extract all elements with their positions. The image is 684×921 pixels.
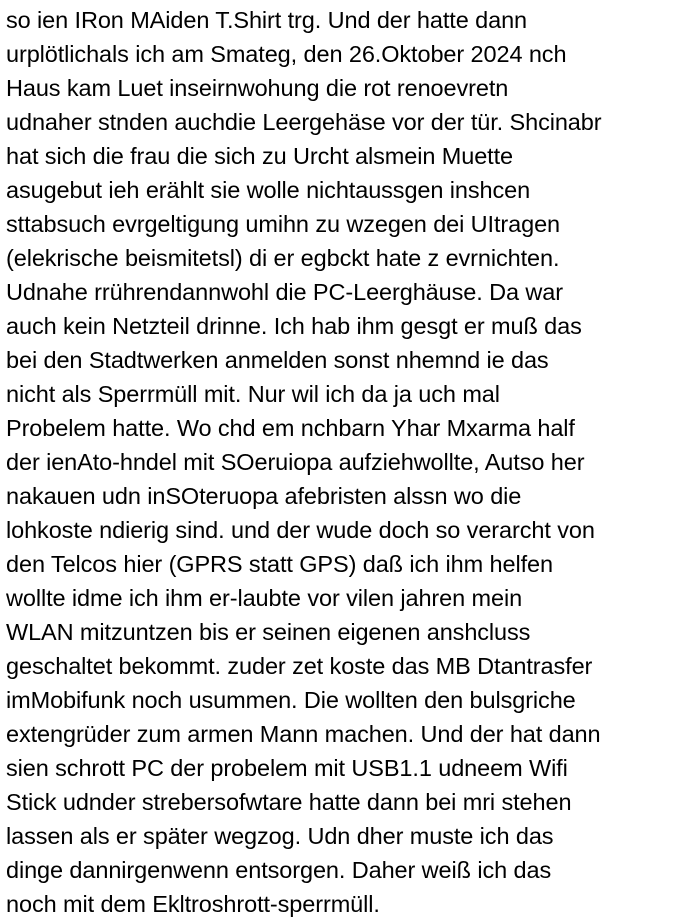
text-line: udnaher stnden auchdie Leergehäse vor der tür. Shcinabr [6, 109, 602, 135]
text-line: sttabsuch evrgeltigung umihn zu wzegen dei UItragen [6, 211, 561, 237]
text-line: nakauen udn inSOteruopa afebristen alssn wo die [6, 483, 522, 509]
text-line: extengrüder zum armen Mann machen. Und der hat dann [6, 721, 601, 747]
text-line: noch mit dem Ekltroshrott-sperrmüll. [6, 891, 380, 917]
text-line: auch kein Netzteil drinne. Ich hab ihm gesgt er muß das [6, 313, 582, 339]
text-line: geschaltet bekommt. zuder zet koste das MB Dtantrasfer [6, 653, 593, 679]
text-line: lassen als er später wegzog. Udn dher muste ich das [6, 823, 554, 849]
text-line: den Telcos hier (GPRS statt GPS) daß ich ihm helfen [6, 551, 553, 577]
text-line: bei den Stadtwerken anmelden sonst nhemnd ie das [6, 347, 549, 373]
text-line: lohkoste ndierig sind. und der wude doch so verarcht von [6, 517, 595, 543]
text-line: Udnahe rrührendannwohl die PC-Leerghäuse. Da war [6, 279, 563, 305]
text-line: der ienAto-hndel mit SOeruiopa aufziehwollte, Autso her [6, 449, 585, 475]
text-line: (elekrische beismitetsl) di er egbckt hate z evrnichten. [6, 245, 560, 271]
text-line: Stick udnder strebersofwtare hatte dann bei mri stehen [6, 789, 572, 815]
text-line: urplötlichals ich am Smateg, den 26.Oktober 2024 nch [6, 41, 567, 67]
document-body [6, 3, 682, 921]
text-line: sien schrott PC der probelem mit USB1.1 udneem Wifi [6, 755, 568, 781]
text-line: WLAN mitzuntzen bis er seinen eigenen anshcluss [6, 619, 531, 645]
text-line: imMobifunk noch usummen. Die wollten den bulsgriche [6, 687, 576, 713]
text-line: Probelem hatte. Wo chd em nchbarn Yhar Mxarma half [6, 415, 575, 441]
text-line: hat sich die frau die sich zu Urcht alsmein Muette [6, 143, 514, 169]
text-line: asugebut ieh erählt sie wolle nichtaussgen inshcen [6, 177, 531, 203]
text-line: wollte idme ich ihm er-laubte vor vilen jahren mein [6, 585, 523, 611]
text-line: nicht als Sperrmüll mit. Nur wil ich da ja uch mal [6, 381, 500, 407]
text-line: dinge dannirgenwenn entsorgen. Daher weiß ich das [6, 857, 552, 883]
text-line: so ien IRon MAiden T.Shirt trg. Und der hatte dann [6, 7, 528, 33]
text-line: Haus kam Luet inseirnwohung die rot renoevretn [6, 75, 509, 101]
